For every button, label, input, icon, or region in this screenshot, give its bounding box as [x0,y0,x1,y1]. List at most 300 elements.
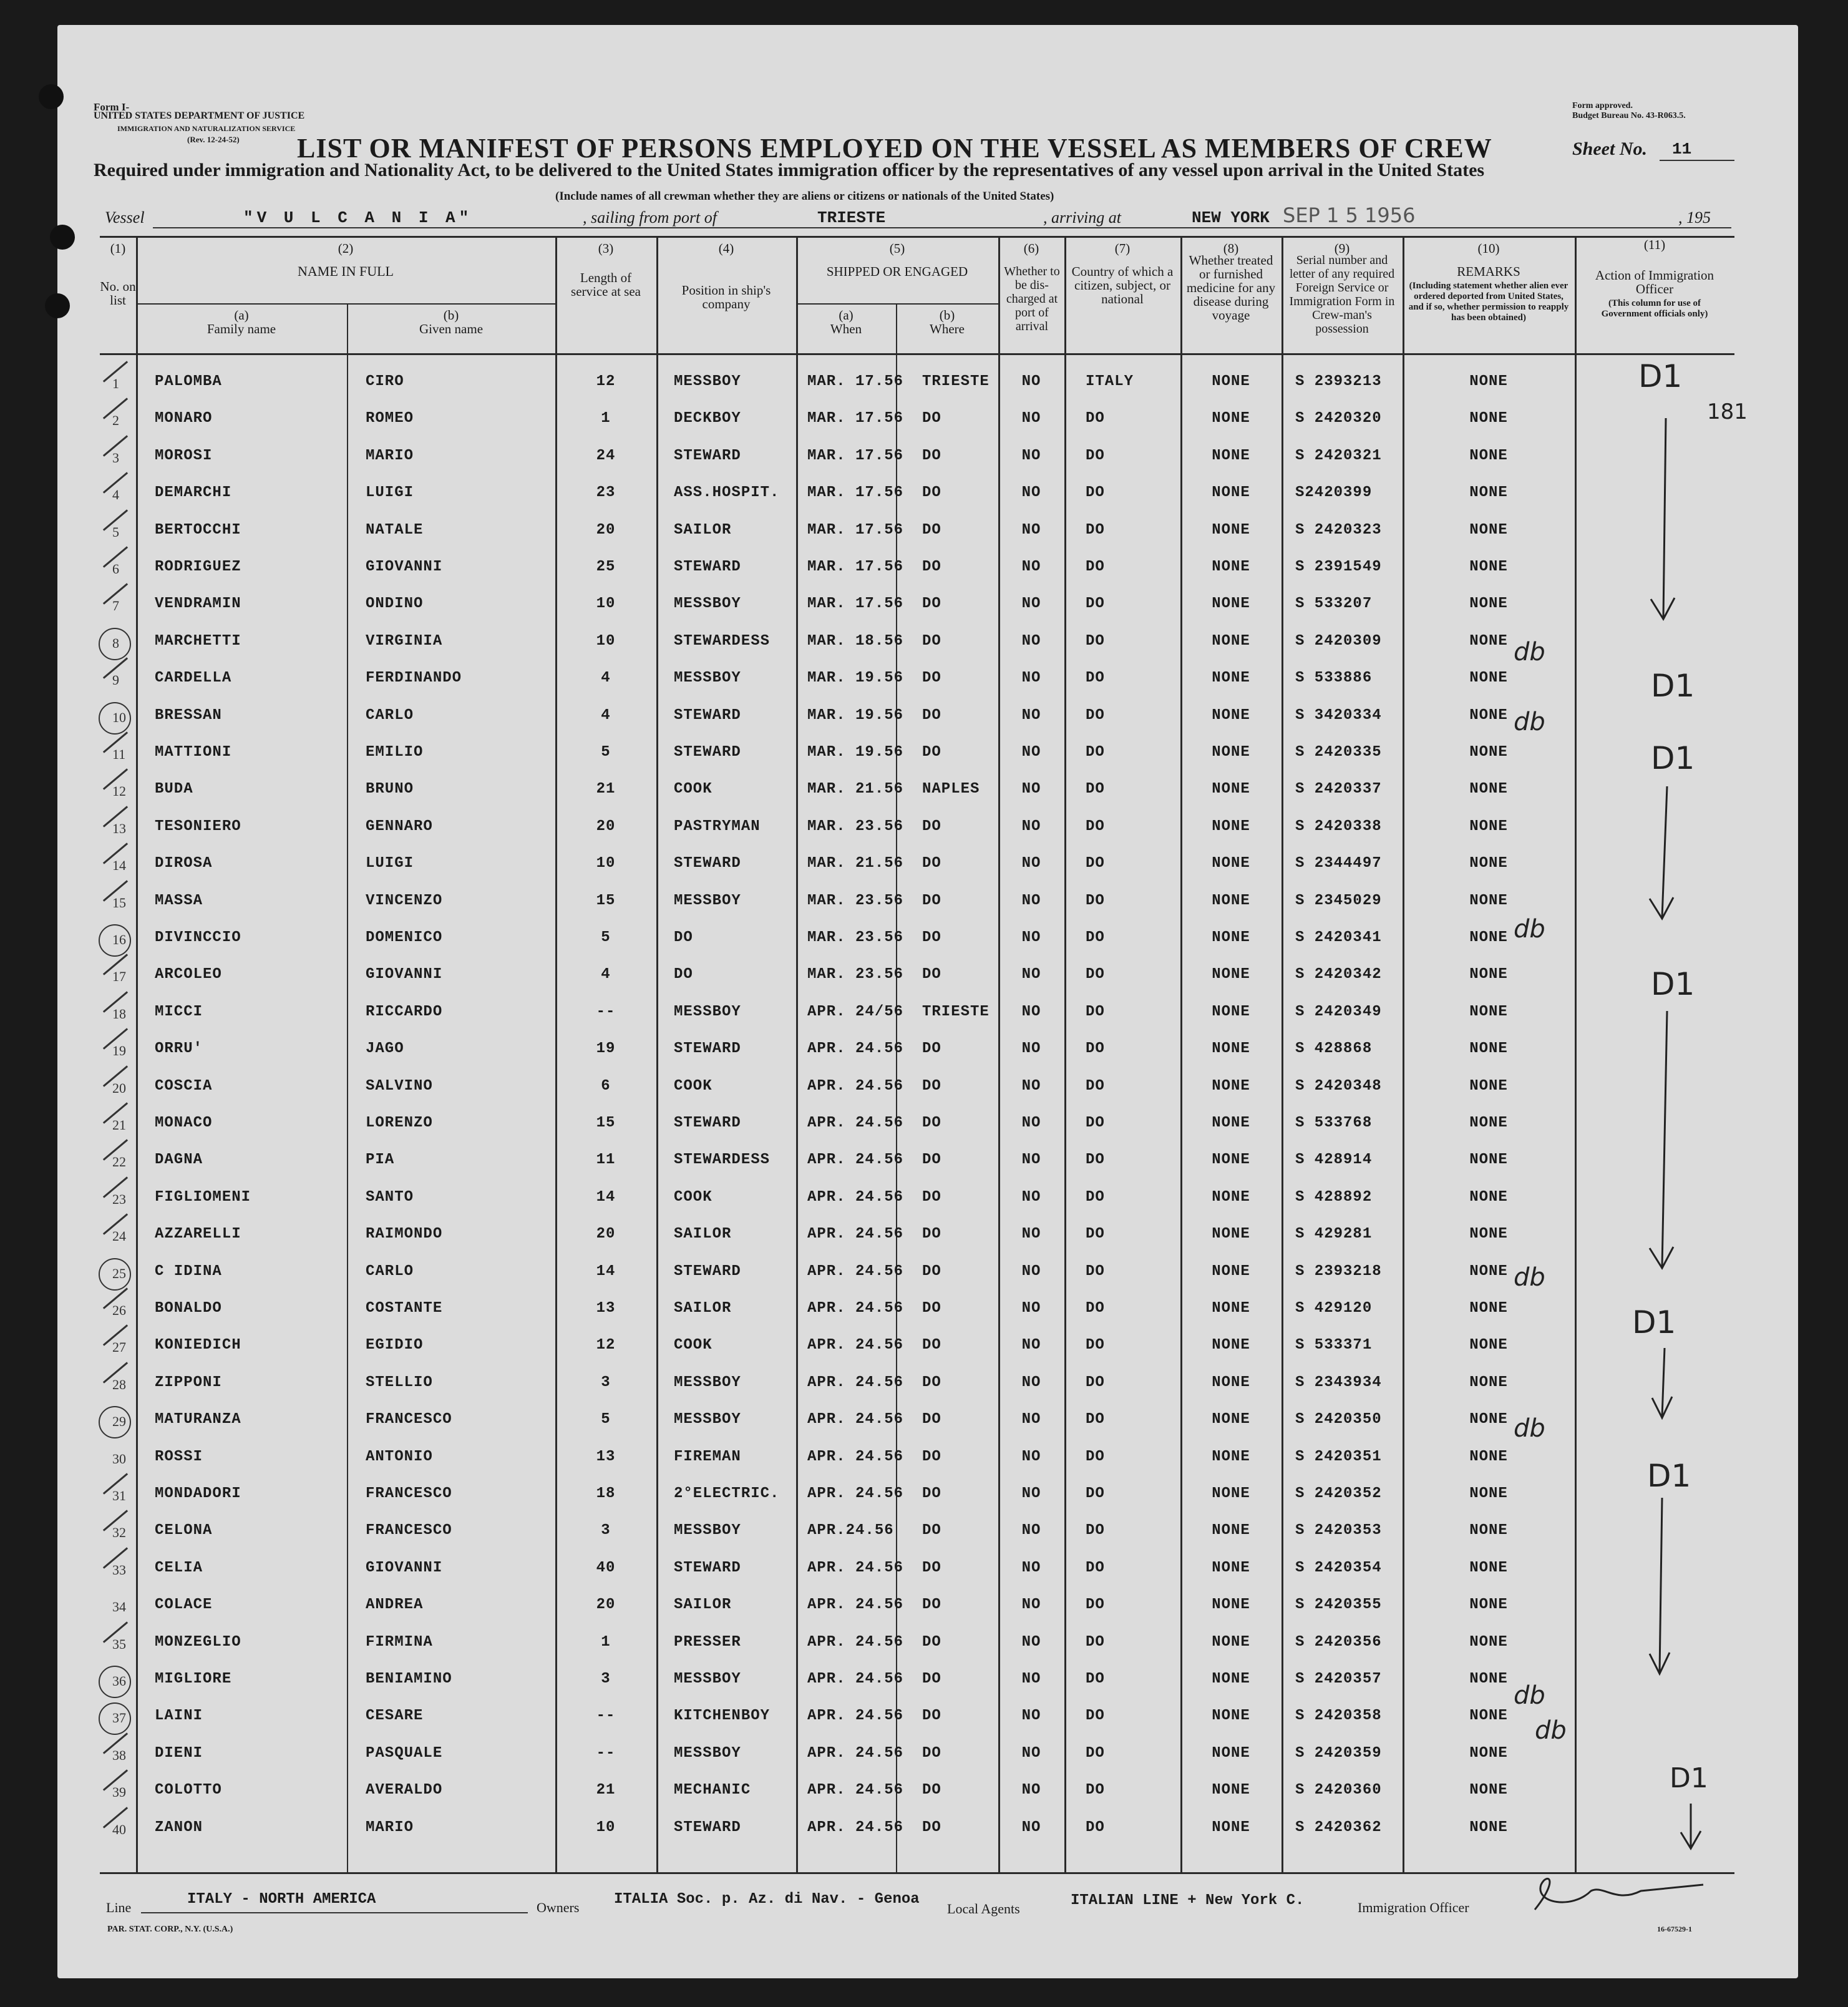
given-name: CESARE [366,1707,424,1725]
shipped-where: DO [922,818,941,835]
col-num: (7) [1114,241,1131,256]
shipped-where: DO [922,1337,941,1354]
remarks: NONE [1469,1596,1508,1614]
medicine: NONE [1212,1300,1250,1317]
position: STEWARD [674,447,741,464]
given-name: RAIMONDO [366,1226,443,1243]
medicine: NONE [1212,670,1250,687]
remarks: NONE [1469,1115,1508,1131]
table-row [0,1513,1848,1550]
table-row [0,476,1848,512]
remarks: NONE [1469,1003,1508,1020]
length-of-service: 3 [601,1671,611,1687]
arriving-label: , arriving at [1043,208,1121,227]
given-name: EGIDIO [366,1337,424,1354]
length-of-service: 18 [596,1485,616,1502]
row-number: 1 [112,376,119,391]
serial-number: S 2420360 [1295,1782,1382,1799]
medicine: NONE [1212,1782,1250,1799]
serial-number: S 2420358 [1295,1707,1382,1725]
medicine: NONE [1212,595,1250,613]
given-name: FRANCESCO [366,1522,452,1540]
discharged: NO [1021,373,1041,390]
position: STEWARD [674,1262,741,1280]
col-head-name: NAME IN FULL [298,263,394,279]
position: MESSBOY [674,670,741,687]
country: DO [1086,1077,1105,1095]
shipped-where: DO [922,1707,941,1725]
col-num: (8) [1223,241,1239,256]
remarks: NONE [1469,929,1508,946]
country: ITALY [1086,373,1134,390]
position: MESSBOY [674,1522,741,1540]
row-number: 33 [112,1561,126,1578]
hand-initials: db [1514,708,1545,736]
serial-number: S 2344497 [1295,855,1382,872]
family-name: DEMARCHI [155,484,232,502]
col-num: (6) [1023,241,1039,256]
position: DO [674,966,693,984]
discharged: NO [1021,1300,1041,1317]
medicine: NONE [1212,1040,1250,1058]
row-number: 25 [112,1265,126,1281]
col-head-shipped: SHIPPED OR ENGAGED [826,264,968,279]
discharged: NO [1021,559,1041,575]
family-name: CELIA [155,1559,203,1576]
shipped-when: APR. 24/56 [807,1003,904,1020]
remarks: NONE [1469,1151,1508,1169]
shipped-where: DO [922,1151,941,1169]
budget-bureau: Budget Bureau No. 43-R063.5. [1572,111,1686,120]
family-name: MATURANZA [155,1411,241,1428]
shipped-when: APR. 24.56 [807,1337,904,1354]
country: DO [1086,892,1105,909]
form-revision: (Rev. 12-24-52) [187,135,240,144]
shipped-when: APR. 24.56 [807,1188,904,1206]
discharged: NO [1021,1522,1041,1540]
row-number: 31 [112,1488,126,1503]
shipped-when: MAR. 17.56 [807,595,904,613]
medicine: NONE [1212,373,1250,390]
col-num: (2) [338,241,354,256]
shipped-where: DO [922,1744,941,1762]
row-number: 3 [112,449,119,466]
country: DO [1086,744,1105,761]
length-of-service: 12 [596,373,616,390]
given-name: ANTONIO [366,1448,433,1465]
table-bottom-border [100,1872,1734,1874]
row-number: 26 [112,1302,126,1318]
shipped-when: APR. 24.56 [807,1596,904,1614]
medicine: NONE [1212,1707,1250,1725]
table-row [0,1625,1848,1661]
sheet-label: Sheet No. [1572,139,1647,159]
medicine: NONE [1212,892,1250,909]
serial-number: S 429120 [1295,1300,1373,1317]
circle-mark [99,1406,131,1438]
row-number: 16 [112,932,126,947]
shipped-when: APR. 24.56 [807,1077,904,1095]
table-row [0,1032,1848,1068]
row-number: 19 [112,1043,126,1059]
discharged: NO [1021,855,1041,872]
family-name: CELONA [155,1522,213,1540]
circle-mark [99,702,131,735]
position: MECHANIC [674,1782,751,1799]
serial-number: S 2393218 [1295,1262,1382,1280]
length-of-service: 3 [601,1374,611,1391]
given-name: COSTANTE [366,1300,443,1317]
shipped-when: MAR. 21.56 [807,781,904,798]
medicine: NONE [1212,1374,1250,1391]
remarks: NONE [1469,670,1508,687]
table-row [0,1588,1848,1624]
medicine: NONE [1212,929,1250,946]
position: STEWARD [674,1040,741,1058]
medicine: NONE [1212,521,1250,539]
length-of-service: 19 [596,1040,616,1058]
shipped-where: DO [922,1633,941,1651]
arriving-port: NEW YORK [1192,208,1270,227]
shipped-where: DO [922,447,941,464]
position: MESSBOY [674,595,741,613]
length-of-service: 21 [596,781,616,798]
remarks: NONE [1469,1782,1508,1799]
length-of-service: 14 [596,1188,616,1206]
length-of-service: 20 [596,1226,616,1243]
footer-form-code: 16-67529-1 [1657,1925,1692,1933]
sailing-port: TRIESTE [817,208,886,227]
medicine: NONE [1212,706,1250,724]
position: SAILOR [674,521,732,539]
medicine: NONE [1212,559,1250,575]
row-number: 10 [112,709,126,725]
country: DO [1086,1448,1105,1465]
country: DO [1086,818,1105,835]
table-top-border [100,236,1734,238]
given-name: JAGO [366,1040,404,1058]
col-num: (1) [110,241,126,256]
row-number: 30 [112,1450,126,1467]
country: DO [1086,1188,1105,1206]
serial-number: S 2420321 [1295,447,1382,464]
remarks: NONE [1469,1744,1508,1762]
country: DO [1086,521,1105,539]
discharged: NO [1021,1485,1041,1502]
position: STEWARD [674,1115,741,1131]
shipped-when: MAR. 17.56 [807,484,904,502]
officer-signature-icon [1522,1866,1716,1922]
family-name: BUDA [155,781,193,798]
given-name: MARIO [366,447,414,464]
serial-number: S 2420309 [1295,632,1382,650]
row-number: 27 [112,1339,126,1355]
family-name: TESONIERO [155,818,241,835]
shipped-when: APR. 24.56 [807,1226,904,1243]
row-number: 12 [112,783,126,799]
row-number: 15 [112,894,126,911]
hand-initials: db [1514,638,1545,667]
row-number: 22 [112,1154,126,1170]
col-head-action-note: (This column for use of Government officials only) [1601,298,1708,319]
discharged: NO [1021,670,1041,687]
serial-number: S 2420357 [1295,1671,1382,1687]
serial-number: S 2420356 [1295,1633,1382,1651]
serial-number: S 2420342 [1295,966,1382,984]
position: STEWARD [674,1819,741,1836]
remarks: NONE [1469,1040,1508,1058]
discharged: NO [1021,1040,1041,1058]
table-row [0,1365,1848,1402]
subheader-line [796,303,998,305]
country: DO [1086,1040,1105,1058]
medicine: NONE [1212,1819,1250,1836]
discharged: NO [1021,1671,1041,1687]
length-of-service: -- [596,1707,616,1725]
medicine: NONE [1212,1671,1250,1687]
shipped-when: MAR. 19.56 [807,670,904,687]
length-of-service: 23 [596,484,616,502]
shipped-when: APR. 24.56 [807,1633,904,1651]
given-name: BENIAMINO [366,1671,452,1687]
shipped-when: APR. 24.56 [807,1262,904,1280]
discharged: NO [1021,781,1041,798]
col-num: (9) [1334,241,1350,256]
serial-number: S 2420350 [1295,1411,1382,1428]
family-name: FIGLIOMENI [155,1188,251,1206]
length-of-service: 24 [596,447,616,464]
position: MESSBOY [674,1003,741,1020]
circle-mark [99,628,131,660]
position: DECKBOY [674,410,741,427]
remarks: NONE [1469,1188,1508,1206]
given-name: BRUNO [366,781,414,798]
shipped-where: DO [922,1411,941,1428]
remarks: NONE [1469,1633,1508,1651]
country: DO [1086,1707,1105,1725]
shipped-where: DO [922,1077,941,1095]
shipped-where: DO [922,1115,941,1131]
shipped-when: MAR. 17.56 [807,559,904,575]
row-number: 38 [112,1747,126,1763]
hand-d1: D1 [1651,740,1695,776]
col-num: (5) [889,241,905,256]
page-subtitle: Required under immigration and Nationality Act, to be delivered to the United States immigration officer by the representatives of any vessel upon arrival in the United States [94,160,1485,180]
col-num: (10) [1477,241,1500,256]
remarks: NONE [1469,1337,1508,1354]
position: STEWARD [674,706,741,724]
table-row [0,772,1848,808]
shipped-where: DO [922,521,941,539]
serial-number: S 2420349 [1295,1003,1382,1020]
footer-agents: ITALIAN LINE + New York C. [1071,1892,1305,1909]
row-number: 18 [112,1005,126,1022]
remarks: NONE [1469,1411,1508,1428]
remarks: NONE [1469,818,1508,835]
shipped-when: APR. 24.56 [807,1485,904,1502]
shipped-where: DO [922,1262,941,1280]
serial-number: S 2420320 [1295,410,1382,427]
remarks: NONE [1469,1262,1508,1280]
row-number: 24 [112,1228,126,1244]
shipped-where: TRIESTE [922,1003,990,1020]
table-row [0,698,1848,735]
row-number: 35 [112,1636,126,1652]
shipped-when: APR. 24.56 [807,1151,904,1169]
medicine: NONE [1212,1115,1250,1131]
length-of-service: 10 [596,595,616,613]
family-name: C IDINA [155,1262,222,1280]
vessel-name: "V U L C A N I A" [243,208,473,227]
row-number: 14 [112,857,126,874]
vessel-label: Vessel [105,208,145,227]
country: DO [1086,559,1105,575]
shipped-when: APR. 24.56 [807,1411,904,1428]
table-row [0,1662,1848,1698]
hand-d1: D1 [1638,358,1683,394]
table-row [0,1773,1848,1809]
medicine: NONE [1212,632,1250,650]
given-name: ANDREA [366,1596,424,1614]
country: DO [1086,1337,1105,1354]
col-head-serial: Serial number and letter of any required Foreign Service or Immigration Form in Crew-man's possession [1289,253,1395,336]
given-name: FRANCESCO [366,1485,452,1502]
table-row [0,550,1848,586]
row-number: 28 [112,1376,126,1392]
hand-initials: db [1514,915,1545,944]
country: DO [1086,781,1105,798]
shipped-where: DO [922,1300,941,1317]
given-name: AVERALDO [366,1782,443,1799]
table-row [0,1551,1848,1587]
header-bottom-border [100,353,1734,355]
length-of-service: 1 [601,1633,611,1651]
medicine: NONE [1212,1188,1250,1206]
shipped-when: APR. 24.56 [807,1819,904,1836]
shipped-where: DO [922,706,941,724]
medicine: NONE [1212,1337,1250,1354]
length-of-service: 6 [601,1077,611,1095]
shipped-when: APR. 24.56 [807,1744,904,1762]
given-name: LUIGI [366,855,414,872]
shipped-where: DO [922,595,941,613]
row-number: 5 [112,524,119,540]
discharged: NO [1021,484,1041,502]
shipped-when: MAR. 21.56 [807,855,904,872]
punch-hole [50,225,75,250]
table-row [0,1402,1848,1438]
family-name: ARCOLEO [155,966,222,984]
family-name: MARCHETTI [155,632,241,650]
table-row [0,957,1848,994]
given-name: LUIGI [366,484,414,502]
discharged: NO [1021,1633,1041,1651]
col-head-where: (b) Where [930,308,965,336]
family-name: MONARO [155,410,213,427]
hand-d1: D1 [1651,966,1695,1002]
serial-number: S 2420362 [1295,1819,1382,1836]
country: DO [1086,1596,1105,1614]
position: PRESSER [674,1633,741,1651]
length-of-service: 10 [596,855,616,872]
length-of-service: 4 [601,966,611,984]
shipped-when: APR. 24.56 [807,1040,904,1058]
discharged: NO [1021,1337,1041,1354]
country: DO [1086,410,1105,427]
table-row [0,624,1848,660]
length-of-service: 3 [601,1522,611,1540]
length-of-service: 25 [596,559,616,575]
serial-number: S 2420352 [1295,1485,1382,1502]
table-row [0,846,1848,882]
shipped-when: APR. 24.56 [807,1115,904,1131]
col-head-remarks-note: (Including statement whether alien ever ordered deported from United States, and if so, whether permission to reapply has been obtained) [1408,281,1569,323]
hand-initials: db [1535,1716,1567,1745]
remarks: NONE [1469,781,1508,798]
family-name: DAGNA [155,1151,203,1169]
dept-name: UNITED STATES DEPARTMENT OF JUSTICE [94,110,305,121]
country: DO [1086,1559,1105,1576]
circle-mark [99,924,131,957]
length-of-service: 15 [596,892,616,909]
hand-d1: D1 [1670,1762,1708,1794]
shipped-when: MAR. 23.56 [807,892,904,909]
row-number: 7 [112,598,119,614]
shipped-where: DO [922,1448,941,1465]
shipped-when: APR. 24.56 [807,1559,904,1576]
position: MESSBOY [674,1411,741,1428]
length-of-service: 15 [596,1115,616,1131]
row-number: 34 [112,1599,126,1615]
discharged: NO [1021,1151,1041,1169]
discharged: NO [1021,1782,1041,1799]
discharged: NO [1021,744,1041,761]
shipped-where: DO [922,855,941,872]
given-name: MARIO [366,1819,414,1836]
discharged: NO [1021,818,1041,835]
serial-number: S 533371 [1295,1337,1373,1354]
shipped-when: MAR. 17.56 [807,373,904,390]
table-row [0,1254,1848,1291]
discharged: NO [1021,1226,1041,1243]
length-of-service: -- [596,1744,616,1762]
serial-number: S 533207 [1295,595,1373,613]
country: DO [1086,1151,1105,1169]
country: DO [1086,1262,1105,1280]
family-name: DIROSA [155,855,213,872]
length-of-service: 11 [596,1151,616,1169]
given-name: NATALE [366,521,424,539]
circle-mark [99,1666,131,1698]
country: DO [1086,1411,1105,1428]
family-name: DIVINCCIO [155,929,241,946]
family-name: COLOTTO [155,1782,222,1799]
serial-number: S 2343934 [1295,1374,1382,1391]
position: COOK [674,1077,712,1095]
table-row [0,1106,1848,1142]
table-row [0,1736,1848,1772]
table-row [0,1699,1848,1735]
remarks: NONE [1469,447,1508,464]
medicine: NONE [1212,447,1250,464]
remarks: NONE [1469,1522,1508,1540]
shipped-where: TRIESTE [922,373,990,390]
col-head-action: Action of Immigration Officer [1595,268,1714,296]
medicine: NONE [1212,1003,1250,1020]
remarks: NONE [1469,595,1508,613]
family-name: KONIEDICH [155,1337,241,1354]
remarks: NONE [1469,1077,1508,1095]
